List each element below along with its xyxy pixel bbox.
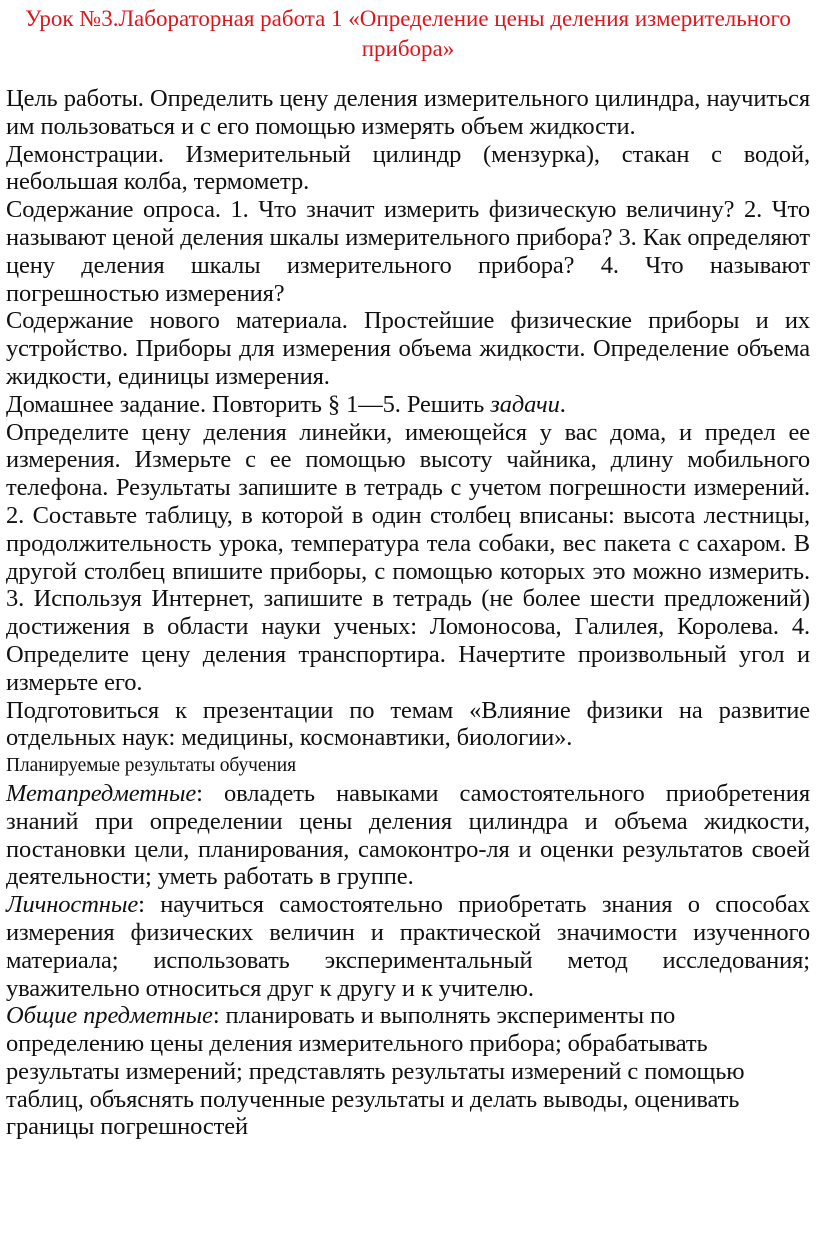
personal-label: Личностные [6,891,139,919]
paragraph-subject [6,1002,810,1141]
paragraph-personal [6,891,810,1002]
paragraph-homework [6,391,810,419]
document-body [6,85,810,1141]
paragraph-new-material: Содержание нового материала. Простейшие физические приборы и их устройство. Приборы для измерения объема жидкости. Определение объема жидкости, единицы измерения. [6,307,810,390]
meta-text: : овладеть навыками самостоятельного приобретения знаний при определении цены деления цилиндра и объема жидкости, постановки цели, планирования, самоконтро-ля и оценки результатов своей деятельности; уметь работать в группе. [6,779,810,891]
paragraph-demo: Демонстрации. Измерительный цилиндр (мензурка), стакан с водой, небольшая колба, термометр. [6,140,810,196]
homework-lead: Домашнее задание. Повторить § 1—5. Решить [6,390,491,418]
paragraph-presentation: Подготовиться к презентации по темам «Влияние физики на развитие отдельных наук: медицины, космонавтики, биологии». [6,696,810,752]
paragraph-tasks: Определите цену деления линейки, имеющейся у вас дома, и предел ее измерения. Измерьте с ее помощью высоту чайника, длину мобильного телефона. Результаты запишите в тетрадь с учетом погрешности измерений. 2. Составьте таблицу, в которой в один столбец вписаны: высота лестницы, продолжительность урока, температура тела собаки, вес пакета с сахаром. В другой столбец впишите приборы, с помощью которых это можно измерить. 3. Используя Интернет, запишите в тетрадь (не более шести предложений) достижения в области науки ученых: Ломоносова, Галилея, Королева. 4. Определите цену деления транспортира. Начертите произвольный угол и измерьте его. [6,418,810,696]
homework-end: . [559,390,566,418]
personal-text: : научиться самостоятельно приобретать знания о способах измерения физических величин и практической значимости изученного материала; использовать экспериментальный метод исследования; уважительно относиться друг к другу и к учителю. [6,891,810,1002]
subject-text: : планировать и выполнять эксперименты по определению цены деления измерительного прибора; обрабатывать результаты измерений; представлять результаты измерений с помощью таблиц, объяснять полученные результаты и делать выводы, оценивать границы погрешностей [6,1002,745,1141]
paragraph-goal: Цель работы. Определить цену деления измерительного цилиндра, научиться им пользоваться и с его помощью измерять объем жидкости. [6,85,810,140]
results-heading: Планируемые результаты обучения [6,755,296,777]
subject-label: Общие предметные [6,1002,213,1030]
paragraph-survey: Содержание опроса. 1. Что значит измерить физическую величину? 2. Что называют ценой деления шкалы измерительного прибора? 3. Как определяют цену деления шкалы измерительного прибора? 4. Что называют погрешностью измерения? [6,196,810,307]
page-title: Урок №3.Лабораторная работа 1 «Определение цены деления измерительного прибора» [25,6,791,61]
homework-italic: задачи [490,390,560,418]
paragraph-meta [6,780,810,891]
meta-label: Метапредметные [6,779,197,807]
